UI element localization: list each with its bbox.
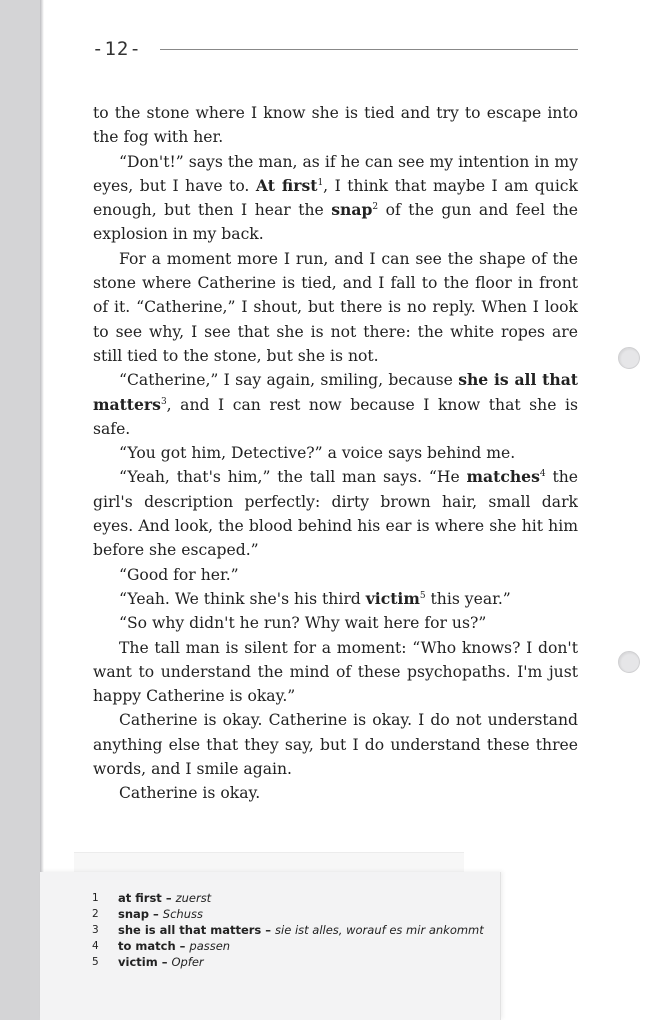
text-run: “Catherine,” I say again, smiling, because [119,371,459,390]
text-run: Catherine is okay. [119,784,261,803]
footnote-item [92,906,492,922]
binder-spine [0,0,40,1020]
footnote-dash: – [179,939,186,953]
paragraph [93,611,578,635]
footnote-marker: 1 [317,177,324,188]
text-run: , I think that maybe I am quick enough, but then I hear the [93,176,578,220]
footnote-number: 4 [92,940,99,952]
footnote-number: 2 [92,908,99,920]
footnote-term: snap [118,907,150,921]
paragraph [93,563,578,587]
footnote-translation: sie ist alles, worauf es mir ankommt [275,923,484,937]
text-run: “Good for her.” [119,565,239,584]
footnote-translation: Schuss [162,907,203,921]
text-run: “Yeah, that's him,” the tall man says. “He [119,468,467,487]
paragraph [93,150,578,247]
footnote-term: victim [118,955,158,969]
footnote-item [92,890,492,906]
footnote-translation: zuerst [175,891,212,905]
footnote-number: 1 [92,892,99,904]
footnote-number: 3 [92,924,99,936]
footnote-item [92,954,492,970]
header-rule [160,49,578,50]
footnote-marker: 2 [372,202,379,213]
text-run: For a moment more I run, and I can see the shape of the stone where Catherine is tied, and I fall to the floor in front of it. “Catherine,” I shout, but there is no reply. When I look to see why, I see that she is not there: the white ropes are still tied to the stone, but she is not. [93,249,578,365]
footnotes-list [92,890,492,970]
text-run: “So why didn't he run? Why wait here for us?” [119,614,487,633]
text-run: this year.” [425,589,511,608]
footnote-dash: – [153,907,159,921]
story-text [93,101,578,806]
footnote-translation: passen [189,939,231,953]
footnote-number: 5 [92,956,99,968]
footnote-marker: 3 [160,396,167,407]
paragraph [93,708,578,781]
paragraph [93,368,578,441]
text-run: “Yeah. We think she's his third [119,589,366,608]
vocab-term: snap [331,200,373,220]
paragraph [93,101,578,150]
footnote-marker: 4 [539,469,546,480]
paragraph [93,441,578,465]
text-run: “You got him, Detective?” a voice says behind me. [119,444,516,463]
vocab-term: victim [365,588,420,608]
vocab-term: At first [255,175,318,195]
paragraph [93,781,578,805]
text-run: , and I can rest now because I know that she is safe. [93,395,578,438]
paragraph [93,636,578,709]
text-run: “Don't!” says the man, as if he can see my intention in my eyes, but I have to. [93,152,578,195]
footnote-term: she is all that matters [118,923,262,937]
footnote-translation: Opfer [171,955,204,969]
punch-hole-lower [618,651,640,673]
paragraph [93,247,578,368]
footnote-dash: – [265,923,272,937]
vocab-term: she is all that matters [93,370,579,414]
text-run: Catherine is okay. Catherine is okay. I do not understand anything else that they say, but I do understand these three words, and I smile again. [93,711,578,779]
text-run: of the gun and feel the explosion in my back. [93,201,578,244]
footnote-term: at first [118,891,162,905]
footnote-dash: – [165,891,172,905]
paragraph [93,465,578,562]
page-header [92,38,578,62]
paragraph [93,587,578,611]
footnote-dash: – [161,955,168,969]
footnote-item [92,938,492,954]
page-number: -12- [92,38,142,60]
footnote-marker: 5 [419,590,426,601]
text-run: to the stone where I know she is tied and try to escape into the fog with her. [93,104,578,147]
footnote-term: to match [118,939,176,953]
vocab-term: matches [466,467,540,487]
text-run: the girl's description perfectly: dirty brown hair, small dark eyes. And look, the blood behind his ear is where she hit him before she escaped.” [93,468,578,560]
footnote-item [92,922,492,938]
text-run: The tall man is silent for a moment: “Who knows? I don't want to understand the mind of these psychopaths. I'm just happy Catherine is okay.” [93,638,578,706]
punch-hole-upper [618,347,640,369]
spine-shadow [40,0,44,1020]
